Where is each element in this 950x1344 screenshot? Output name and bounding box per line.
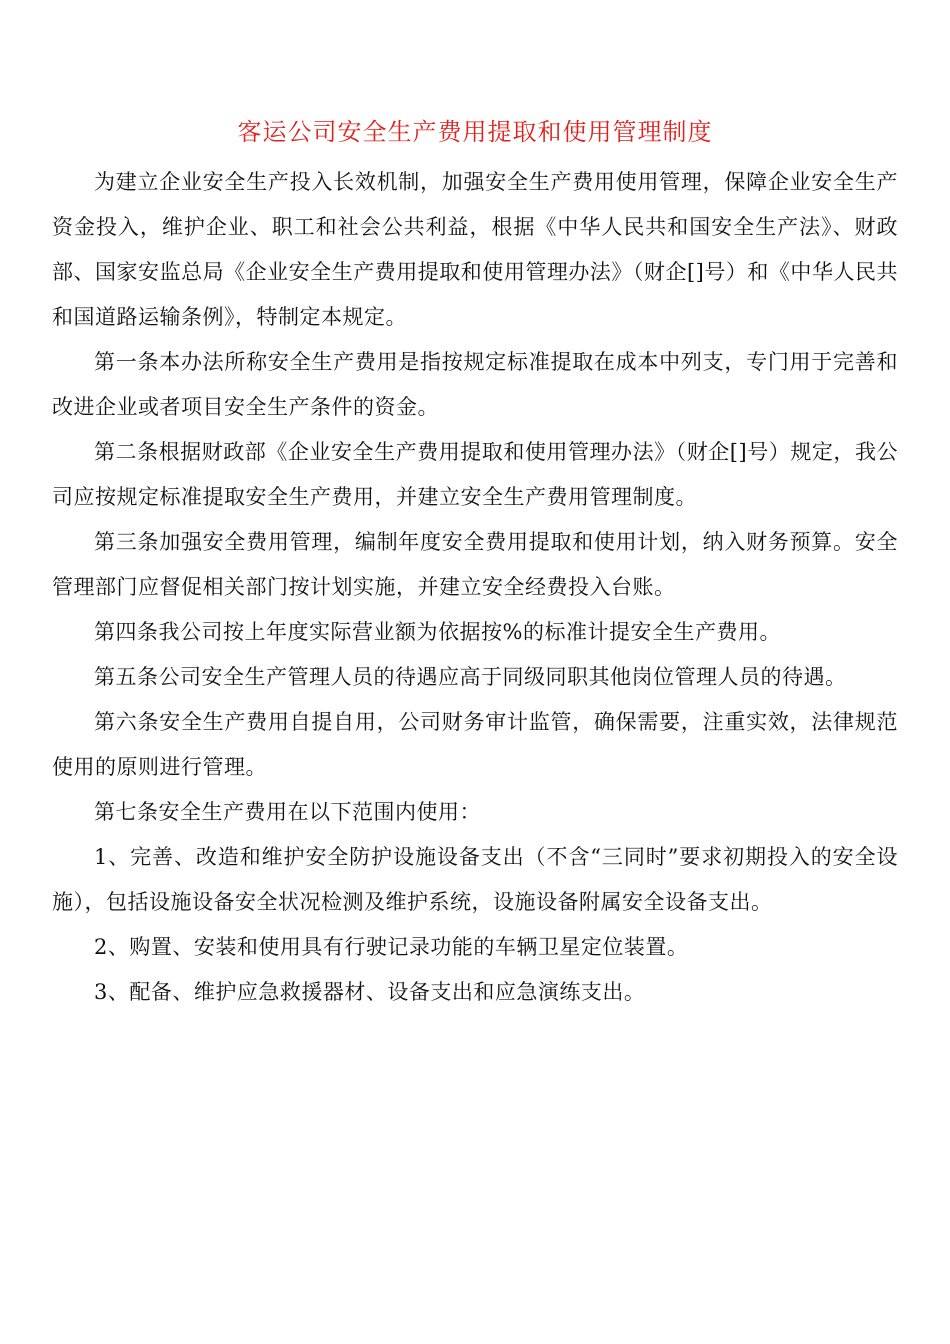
- paragraph-article-4: 第四条我公司按上年度实际营业额为依据按%的标准计提安全生产费用。: [94, 620, 781, 644]
- document-body: [52, 160, 898, 1015]
- paragraph-preamble: 为建立企业安全生产投入长效机制，加强安全生产费用使用管理，保障企业安全生产资金投入，维护企业、职工和社会公共利益，根据《中华人民共和国安全生产法》、财政部、国家安监总局《企业安全生产费用提取和使用管理办法》（财企[]号）和《中华人民共和国道路运输条例》，特制定本规定。: [52, 170, 898, 329]
- paragraph-article-2: 第二条根据财政部《企业安全生产费用提取和使用管理办法》（财企[]号）规定，我公司应按规定标准提取安全生产费用，并建立安全生产费用管理制度。: [52, 440, 898, 509]
- paragraph-article-3: 第三条加强安全费用管理，编制年度安全费用提取和使用计划，纳入财务预算。安全管理部门应督促相关部门按计划实施，并建立安全经费投入台账。: [52, 530, 898, 599]
- list-item-2: 2、购置、安装和使用具有行驶记录功能的车辆卫星定位装置。: [94, 935, 689, 959]
- list-item-3: 3、配备、维护应急救援器材、设备支出和应急演练支出。: [94, 980, 646, 1004]
- paragraph-article-5: 第五条公司安全生产管理人员的待遇应高于同级同职其他岗位管理人员的待遇。: [94, 665, 847, 689]
- paragraph-article-1: 第一条本办法所称安全生产费用是指按规定标准提取在成本中列支，专门用于完善和改进企业或者项目安全生产条件的资金。: [52, 350, 898, 419]
- document-title: 客运公司安全生产费用提取和使用管理制度: [237, 118, 713, 146]
- paragraph-article-6: 第六条安全生产费用自提自用，公司财务审计监管，确保需要，注重实效，法律规范使用的原则进行管理。: [52, 710, 898, 779]
- list-item-1: 1、完善、改造和维护安全防护设施设备支出（不含“三同时”要求初期投入的安全设施），包括设施设备安全状况检测及维护系统，设施设备附属安全设备支出。: [52, 845, 898, 914]
- paragraph-article-7: 第七条安全生产费用在以下范围内使用：: [94, 800, 481, 824]
